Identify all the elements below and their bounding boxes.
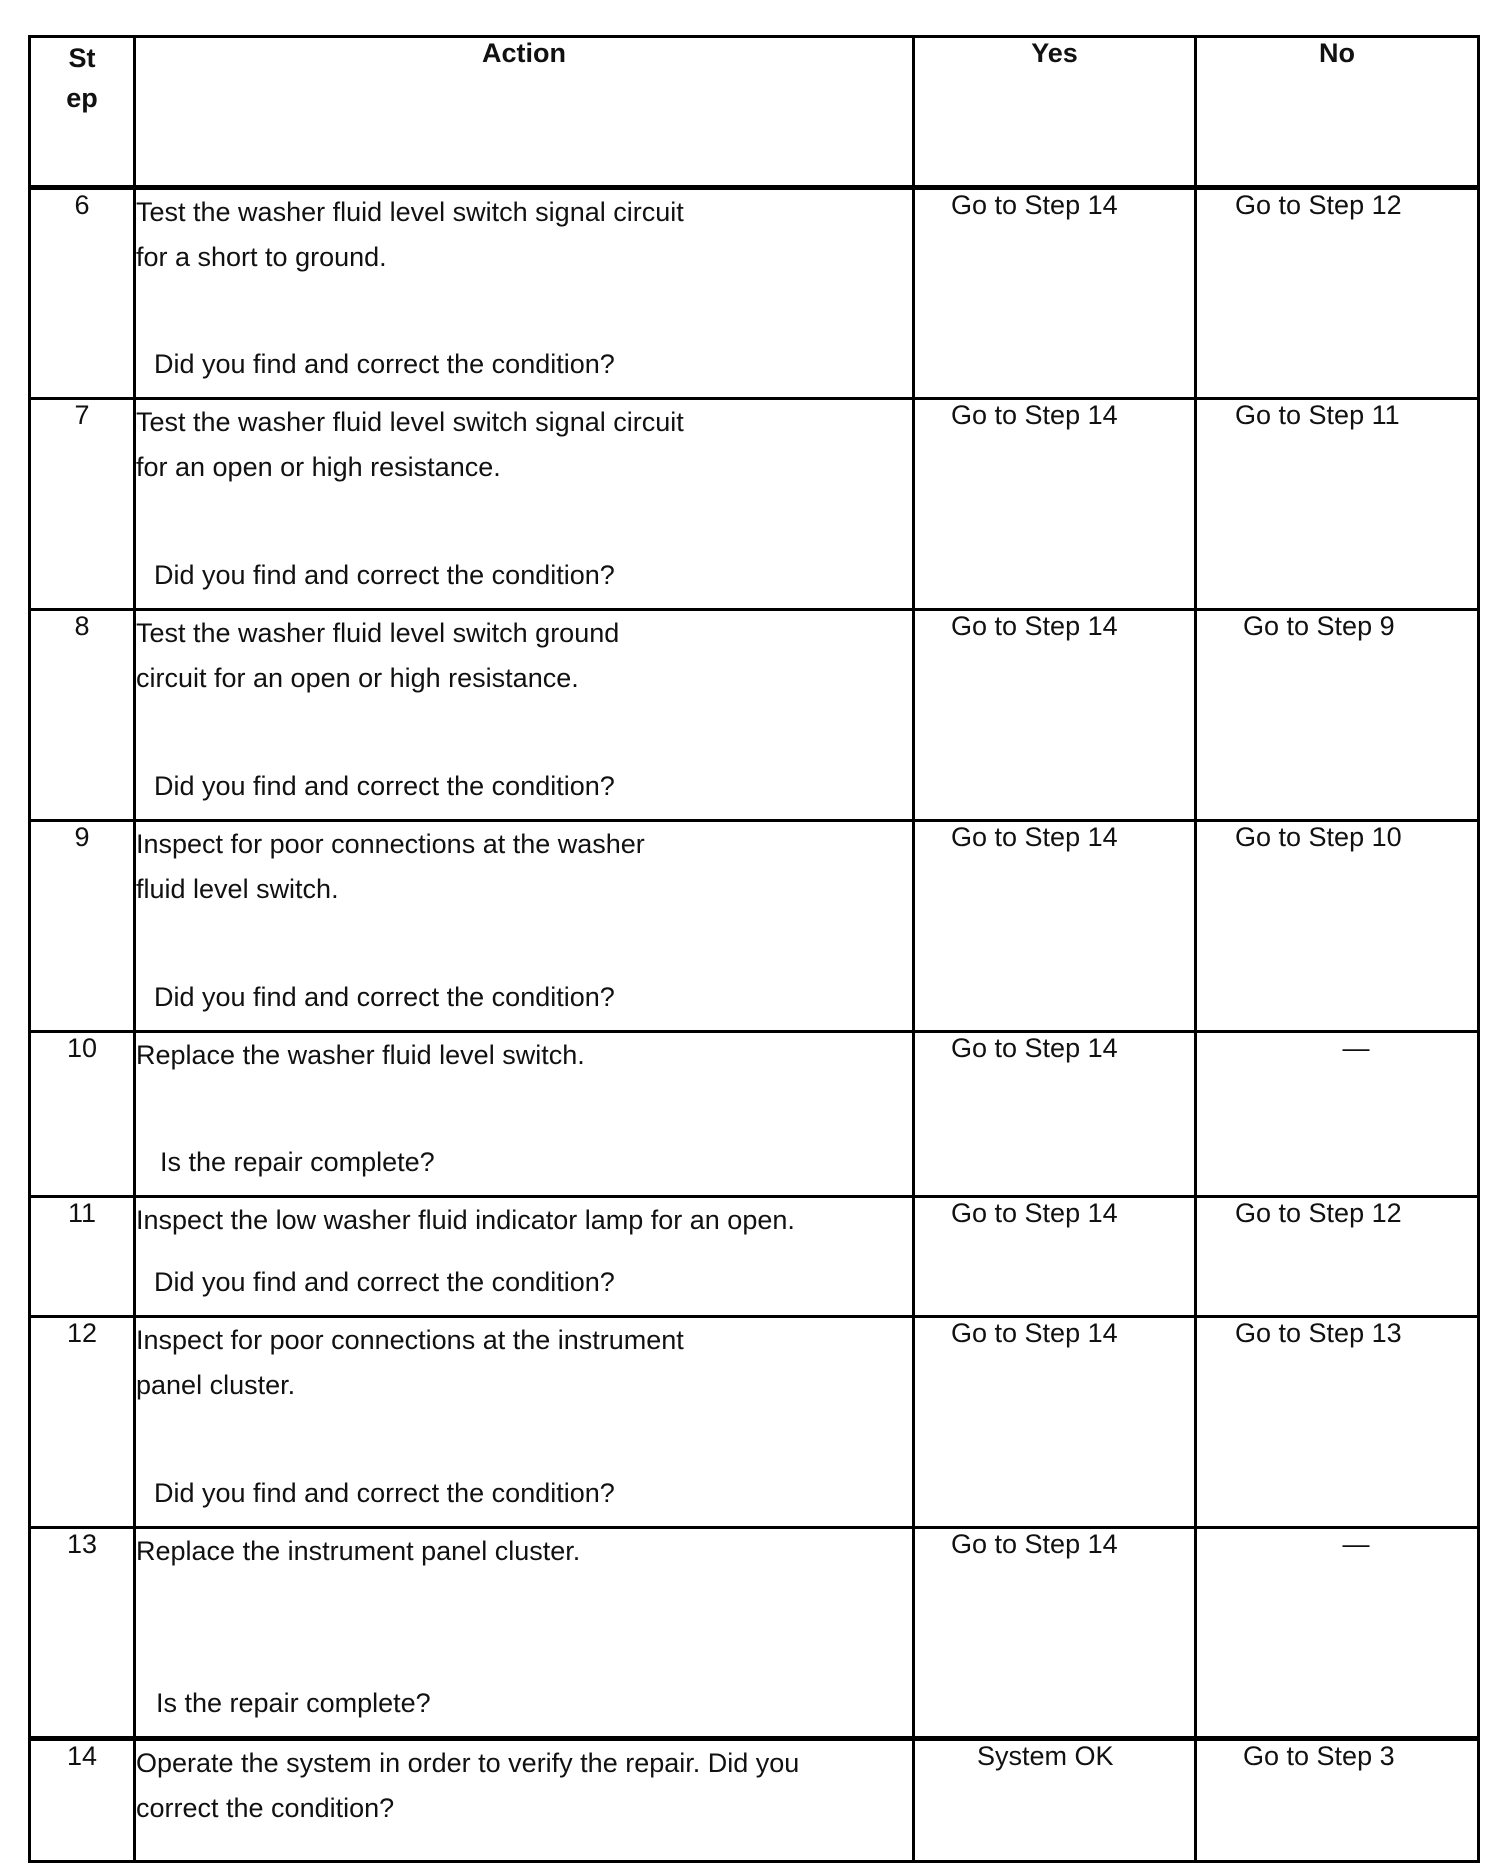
action-cell (135, 1528, 914, 1739)
diagnostic-table (28, 35, 1480, 1863)
table-row (30, 399, 1479, 610)
action-text: Replace the washer fluid level switch. (136, 1040, 585, 1070)
action-text: Test the washer fluid level switch signal circuit for a short to ground. (136, 197, 684, 272)
no-cell: Go to Step 13 (1196, 1317, 1479, 1528)
table-header-row (30, 37, 1479, 188)
action-text: Test the washer fluid level switch ground circuit for an open or high resistance. (136, 618, 620, 693)
action-text: Inspect for poor connections at the washer fluid level switch. (136, 829, 645, 904)
header-step (30, 37, 135, 188)
action-cell (135, 1197, 914, 1317)
header-action: Action (135, 37, 914, 188)
header-step-line1: St (68, 43, 96, 73)
step-number: 6 (30, 188, 135, 399)
yes-cell: Go to Step 14 (914, 1528, 1196, 1739)
action-question: Did you find and correct the condition? (154, 560, 615, 590)
table-row (30, 1528, 1479, 1739)
action-question: Did you find and correct the condition? (154, 1267, 615, 1297)
yes-cell: Go to Step 14 (914, 399, 1196, 610)
header-yes: Yes (914, 37, 1196, 188)
no-cell: Go to Step 12 (1196, 188, 1479, 399)
action-question: Is the repair complete? (160, 1147, 435, 1177)
yes-cell: Go to Step 14 (914, 821, 1196, 1032)
yes-cell: Go to Step 14 (914, 1032, 1196, 1197)
action-question: Did you find and correct the condition? (154, 982, 615, 1012)
no-cell (1196, 1032, 1479, 1197)
table-row (30, 1739, 1479, 1862)
action-cell (135, 1739, 914, 1862)
step-number: 10 (30, 1032, 135, 1197)
header-no: No (1196, 37, 1479, 188)
no-cell: Go to Step 10 (1196, 821, 1479, 1032)
action-cell (135, 610, 914, 821)
action-cell (135, 1032, 914, 1197)
step-number: 8 (30, 610, 135, 821)
action-question: Is the repair complete? (156, 1688, 431, 1718)
table-row (30, 821, 1479, 1032)
action-question: Did you find and correct the condition? (154, 771, 615, 801)
no-cell: Go to Step 9 (1196, 610, 1479, 821)
step-number: 11 (30, 1197, 135, 1317)
step-number: 12 (30, 1317, 135, 1528)
table-row (30, 1317, 1479, 1528)
no-cell: Go to Step 11 (1196, 399, 1479, 610)
yes-cell: Go to Step 14 (914, 188, 1196, 399)
action-text: Inspect the low washer fluid indicator lamp for an open. (136, 1205, 795, 1235)
no-cell: Go to Step 3 (1196, 1739, 1479, 1862)
action-text: Operate the system in order to verify the repair. Did you correct the condition? (136, 1748, 800, 1823)
action-cell (135, 821, 914, 1032)
action-cell (135, 399, 914, 610)
yes-cell: System OK (914, 1739, 1196, 1862)
step-number: 14 (30, 1739, 135, 1862)
table-row (30, 1197, 1479, 1317)
table-row (30, 1032, 1479, 1197)
step-number: 9 (30, 821, 135, 1032)
yes-cell: Go to Step 14 (914, 1317, 1196, 1528)
action-text: Test the washer fluid level switch signal circuit for an open or high resistance. (136, 407, 684, 482)
action-text: Replace the instrument panel cluster. (136, 1536, 581, 1566)
action-cell (135, 188, 914, 399)
action-text: Inspect for poor connections at the instrument panel cluster. (136, 1325, 684, 1400)
no-cell: Go to Step 12 (1196, 1197, 1479, 1317)
step-number: 7 (30, 399, 135, 610)
table-row (30, 610, 1479, 821)
action-cell (135, 1317, 914, 1528)
yes-cell: Go to Step 14 (914, 610, 1196, 821)
action-question: Did you find and correct the condition? (154, 1478, 615, 1508)
no-result-dash: — (1342, 1529, 1370, 1559)
header-step-line2: ep (66, 83, 98, 113)
table-row (30, 188, 1479, 399)
step-number: 13 (30, 1528, 135, 1739)
yes-cell: Go to Step 14 (914, 1197, 1196, 1317)
no-result-dash: — (1342, 1033, 1370, 1063)
no-cell (1196, 1528, 1479, 1739)
action-question: Did you find and correct the condition? (154, 349, 615, 379)
